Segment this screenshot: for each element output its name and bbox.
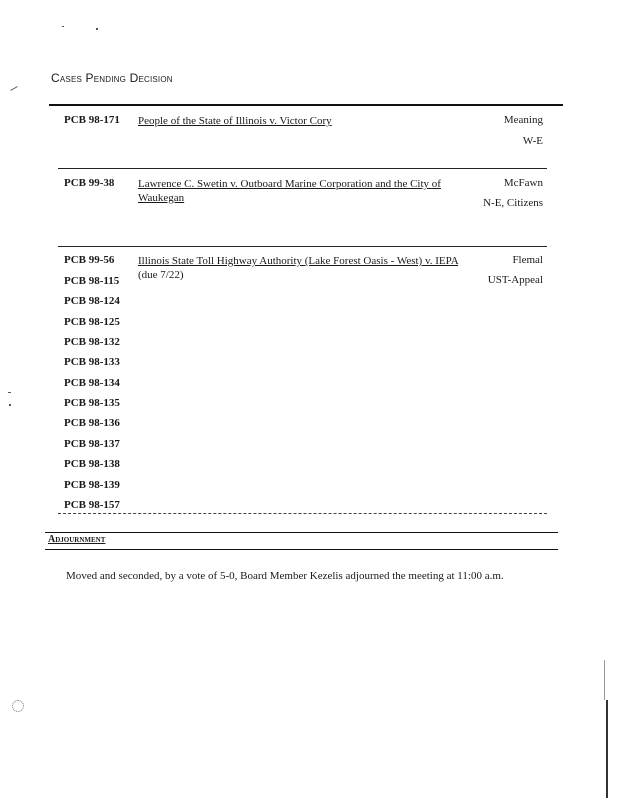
scan-mark [96,28,98,30]
case-title [138,254,468,282]
scan-mark [8,392,11,393]
board-member: Meaning [503,114,543,126]
case-number: PCB 98-136 [64,417,120,429]
board-member: McFawn [503,177,543,189]
scan-mark [10,86,17,91]
scan-mark [62,26,64,27]
section-title: Cases Pending Decision [51,71,173,85]
adjournment-rule-bottom [45,549,558,550]
case-number: PCB 98-157 [64,499,120,511]
case-type-text: N-E, Citizens [483,197,543,209]
case-title-link: Illinois State Toll Highway Authority (Lake Forest Oasis - West) v. IEPA [138,255,459,267]
case-number: PCB 98-137 [64,438,120,450]
scan-mark [606,700,608,798]
case-type: UST-Appeal [487,274,543,286]
scan-mark [604,660,605,700]
board-member: Flemal [512,254,543,266]
case-divider [58,168,547,169]
case-number: PCB 98-132 [64,336,120,348]
case-number: PCB 99-56 [64,254,115,266]
case-number: PCB 98-139 [64,479,120,491]
case-number: PCB 98-115 [64,275,120,287]
case-number: PCB 99-38 [64,177,115,189]
case-type: W-E [522,135,543,147]
case-number: PCB 98-135 [64,397,120,409]
case-title-note: (due 7/22) [138,269,184,281]
scan-mark [12,700,24,712]
case-number: PCB 98-134 [64,377,120,389]
case-number: PCB 98-125 [64,316,120,328]
adjournment-text: Moved and seconded, by a vote of 5-0, Board Member Kezelis adjourned the meeting at 11:00 a.m. [66,570,504,582]
case-divider [58,513,547,514]
case-title [138,114,468,128]
case-title-link: Lawrence C. Swetin v. Outboard Marine Corporation and the City of Waukegan [138,178,441,204]
case-number: PCB 98-124 [64,295,120,307]
adjournment-rule-top [45,532,558,533]
case-number: PCB 98-171 [64,114,120,126]
section-rule [49,104,563,106]
case-divider [58,246,547,247]
case-title-link: People of the State of Illinois v. Victor Cory [138,115,332,127]
scan-mark [9,404,11,406]
case-number: PCB 98-138 [64,458,120,470]
adjournment-heading: Adjournment [48,534,106,545]
case-type [463,195,543,211]
case-number: PCB 98-133 [64,356,120,368]
case-title [138,177,468,205]
